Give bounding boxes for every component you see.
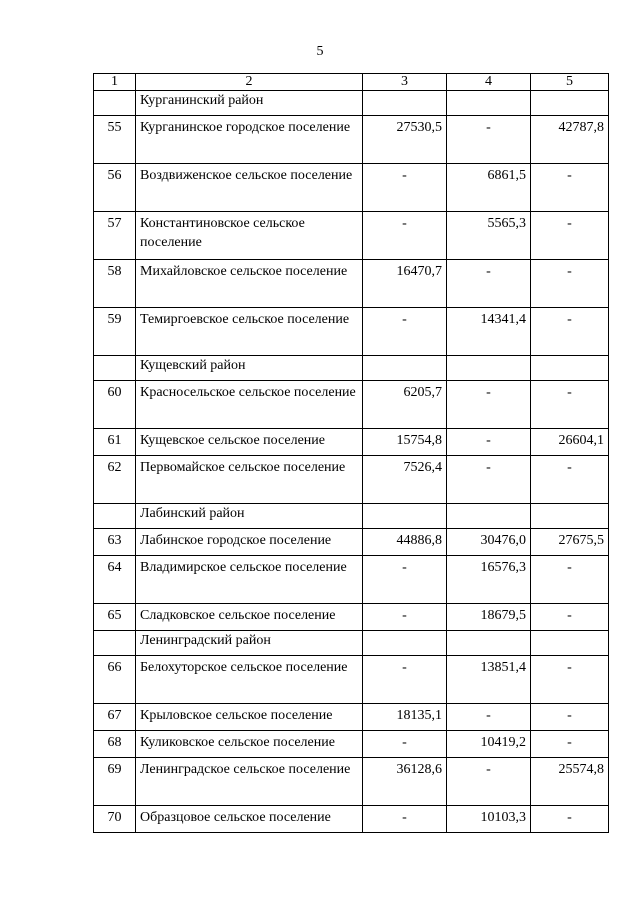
row-number: 55 [94, 116, 136, 164]
settlement-name: Белохуторское сельское поселение [136, 656, 363, 704]
table-row [94, 212, 609, 260]
value-col-5: - [531, 604, 609, 631]
district-name: Ленинградский район [136, 631, 363, 656]
value-cell [531, 91, 609, 116]
table-row [94, 260, 609, 308]
row-number: 62 [94, 456, 136, 504]
settlement-name: Михайловское сельское поселение [136, 260, 363, 308]
value-cell [447, 631, 531, 656]
district-name: Курганинский район [136, 91, 363, 116]
value-col-3: - [363, 164, 447, 212]
table-body [94, 91, 609, 833]
value-col-5: 27675,5 [531, 529, 609, 556]
value-col-5: - [531, 260, 609, 308]
value-col-3: 7526,4 [363, 456, 447, 504]
value-col-5: - [531, 704, 609, 731]
table-row [94, 116, 609, 164]
row-number: 57 [94, 212, 136, 260]
value-col-5: - [531, 456, 609, 504]
row-number: 70 [94, 806, 136, 833]
value-col-5: - [531, 806, 609, 833]
value-col-4: 13851,4 [447, 656, 531, 704]
row-number: 65 [94, 604, 136, 631]
table-row [94, 806, 609, 833]
value-cell [531, 631, 609, 656]
value-col-3: 15754,8 [363, 429, 447, 456]
row-number-cell [94, 504, 136, 529]
table-row [94, 556, 609, 604]
value-cell [531, 504, 609, 529]
value-col-3: 18135,1 [363, 704, 447, 731]
value-col-3: 6205,7 [363, 381, 447, 429]
value-col-3: - [363, 806, 447, 833]
value-col-3: 16470,7 [363, 260, 447, 308]
value-col-3: - [363, 656, 447, 704]
value-col-3: - [363, 731, 447, 758]
district-row [94, 91, 609, 116]
value-col-5: - [531, 308, 609, 356]
value-col-5: 25574,8 [531, 758, 609, 806]
district-row [94, 631, 609, 656]
settlement-name: Сладковское сельское поселение [136, 604, 363, 631]
value-col-4: - [447, 758, 531, 806]
value-col-4: 10103,3 [447, 806, 531, 833]
row-number: 64 [94, 556, 136, 604]
settlement-name: Крыловское сельское поселение [136, 704, 363, 731]
value-cell [363, 356, 447, 381]
page-number: 5 [316, 44, 324, 59]
district-name: Кущевский район [136, 356, 363, 381]
value-cell [531, 356, 609, 381]
row-number-cell [94, 356, 136, 381]
table-row [94, 429, 609, 456]
table-row [94, 656, 609, 704]
value-col-5: - [531, 656, 609, 704]
settlement-name: Кущевское сельское поселение [136, 429, 363, 456]
district-name: Лабинский район [136, 504, 363, 529]
settlement-name: Ленинградское сельское поселение [136, 758, 363, 806]
row-number: 60 [94, 381, 136, 429]
value-col-5: 26604,1 [531, 429, 609, 456]
value-col-3: 36128,6 [363, 758, 447, 806]
settlement-name: Образцовое сельское поселение [136, 806, 363, 833]
settlement-name: Константиновское сельское поселение [136, 212, 363, 260]
row-number: 61 [94, 429, 136, 456]
district-row [94, 504, 609, 529]
value-cell [363, 631, 447, 656]
row-number: 58 [94, 260, 136, 308]
settlement-name: Лабинское городское поселение [136, 529, 363, 556]
row-number: 66 [94, 656, 136, 704]
row-number-cell [94, 631, 136, 656]
value-col-4: - [447, 456, 531, 504]
table-row [94, 529, 609, 556]
table-row [94, 758, 609, 806]
settlement-name: Красносельское сельское поселение [136, 381, 363, 429]
value-col-3: 44886,8 [363, 529, 447, 556]
value-col-4: 18679,5 [447, 604, 531, 631]
settlement-name: Темиргоевское сельское поселение [136, 308, 363, 356]
row-number: 63 [94, 529, 136, 556]
table-row [94, 704, 609, 731]
value-col-3: 27530,5 [363, 116, 447, 164]
row-number: 67 [94, 704, 136, 731]
settlements-table [93, 73, 609, 833]
value-col-4: 6861,5 [447, 164, 531, 212]
row-number: 68 [94, 731, 136, 758]
settlement-name: Владимирское сельское поселение [136, 556, 363, 604]
table-row [94, 731, 609, 758]
value-col-4: 10419,2 [447, 731, 531, 758]
settlement-name: Куликовское сельское поселение [136, 731, 363, 758]
table-row [94, 381, 609, 429]
column-header: 3 [363, 74, 447, 91]
settlement-name: Воздвиженское сельское поселение [136, 164, 363, 212]
value-col-3: - [363, 212, 447, 260]
value-col-5: - [531, 556, 609, 604]
column-header: 4 [447, 74, 531, 91]
row-number: 69 [94, 758, 136, 806]
value-col-4: - [447, 116, 531, 164]
value-col-5: - [531, 731, 609, 758]
value-col-5: 42787,8 [531, 116, 609, 164]
value-col-3: - [363, 556, 447, 604]
column-header: 2 [136, 74, 363, 91]
value-col-5: - [531, 164, 609, 212]
value-col-4: - [447, 429, 531, 456]
value-col-4: - [447, 381, 531, 429]
column-header: 1 [94, 74, 136, 91]
table-row [94, 456, 609, 504]
value-cell [363, 91, 447, 116]
value-cell [447, 356, 531, 381]
column-header: 5 [531, 74, 609, 91]
value-col-3: - [363, 308, 447, 356]
value-col-4: 30476,0 [447, 529, 531, 556]
settlement-name: Первомайское сельское поселение [136, 456, 363, 504]
value-col-4: - [447, 704, 531, 731]
value-cell [363, 504, 447, 529]
row-number: 56 [94, 164, 136, 212]
value-col-5: - [531, 212, 609, 260]
value-cell [447, 91, 531, 116]
table-row [94, 164, 609, 212]
district-row [94, 356, 609, 381]
value-cell [447, 504, 531, 529]
table-row [94, 604, 609, 631]
value-col-4: - [447, 260, 531, 308]
value-col-3: - [363, 604, 447, 631]
value-col-5: - [531, 381, 609, 429]
table-row [94, 308, 609, 356]
value-col-4: 16576,3 [447, 556, 531, 604]
settlement-name: Курганинское городское поселение [136, 116, 363, 164]
row-number-cell [94, 91, 136, 116]
row-number: 59 [94, 308, 136, 356]
table-header-row [94, 74, 609, 91]
value-col-4: 14341,4 [447, 308, 531, 356]
value-col-4: 5565,3 [447, 212, 531, 260]
